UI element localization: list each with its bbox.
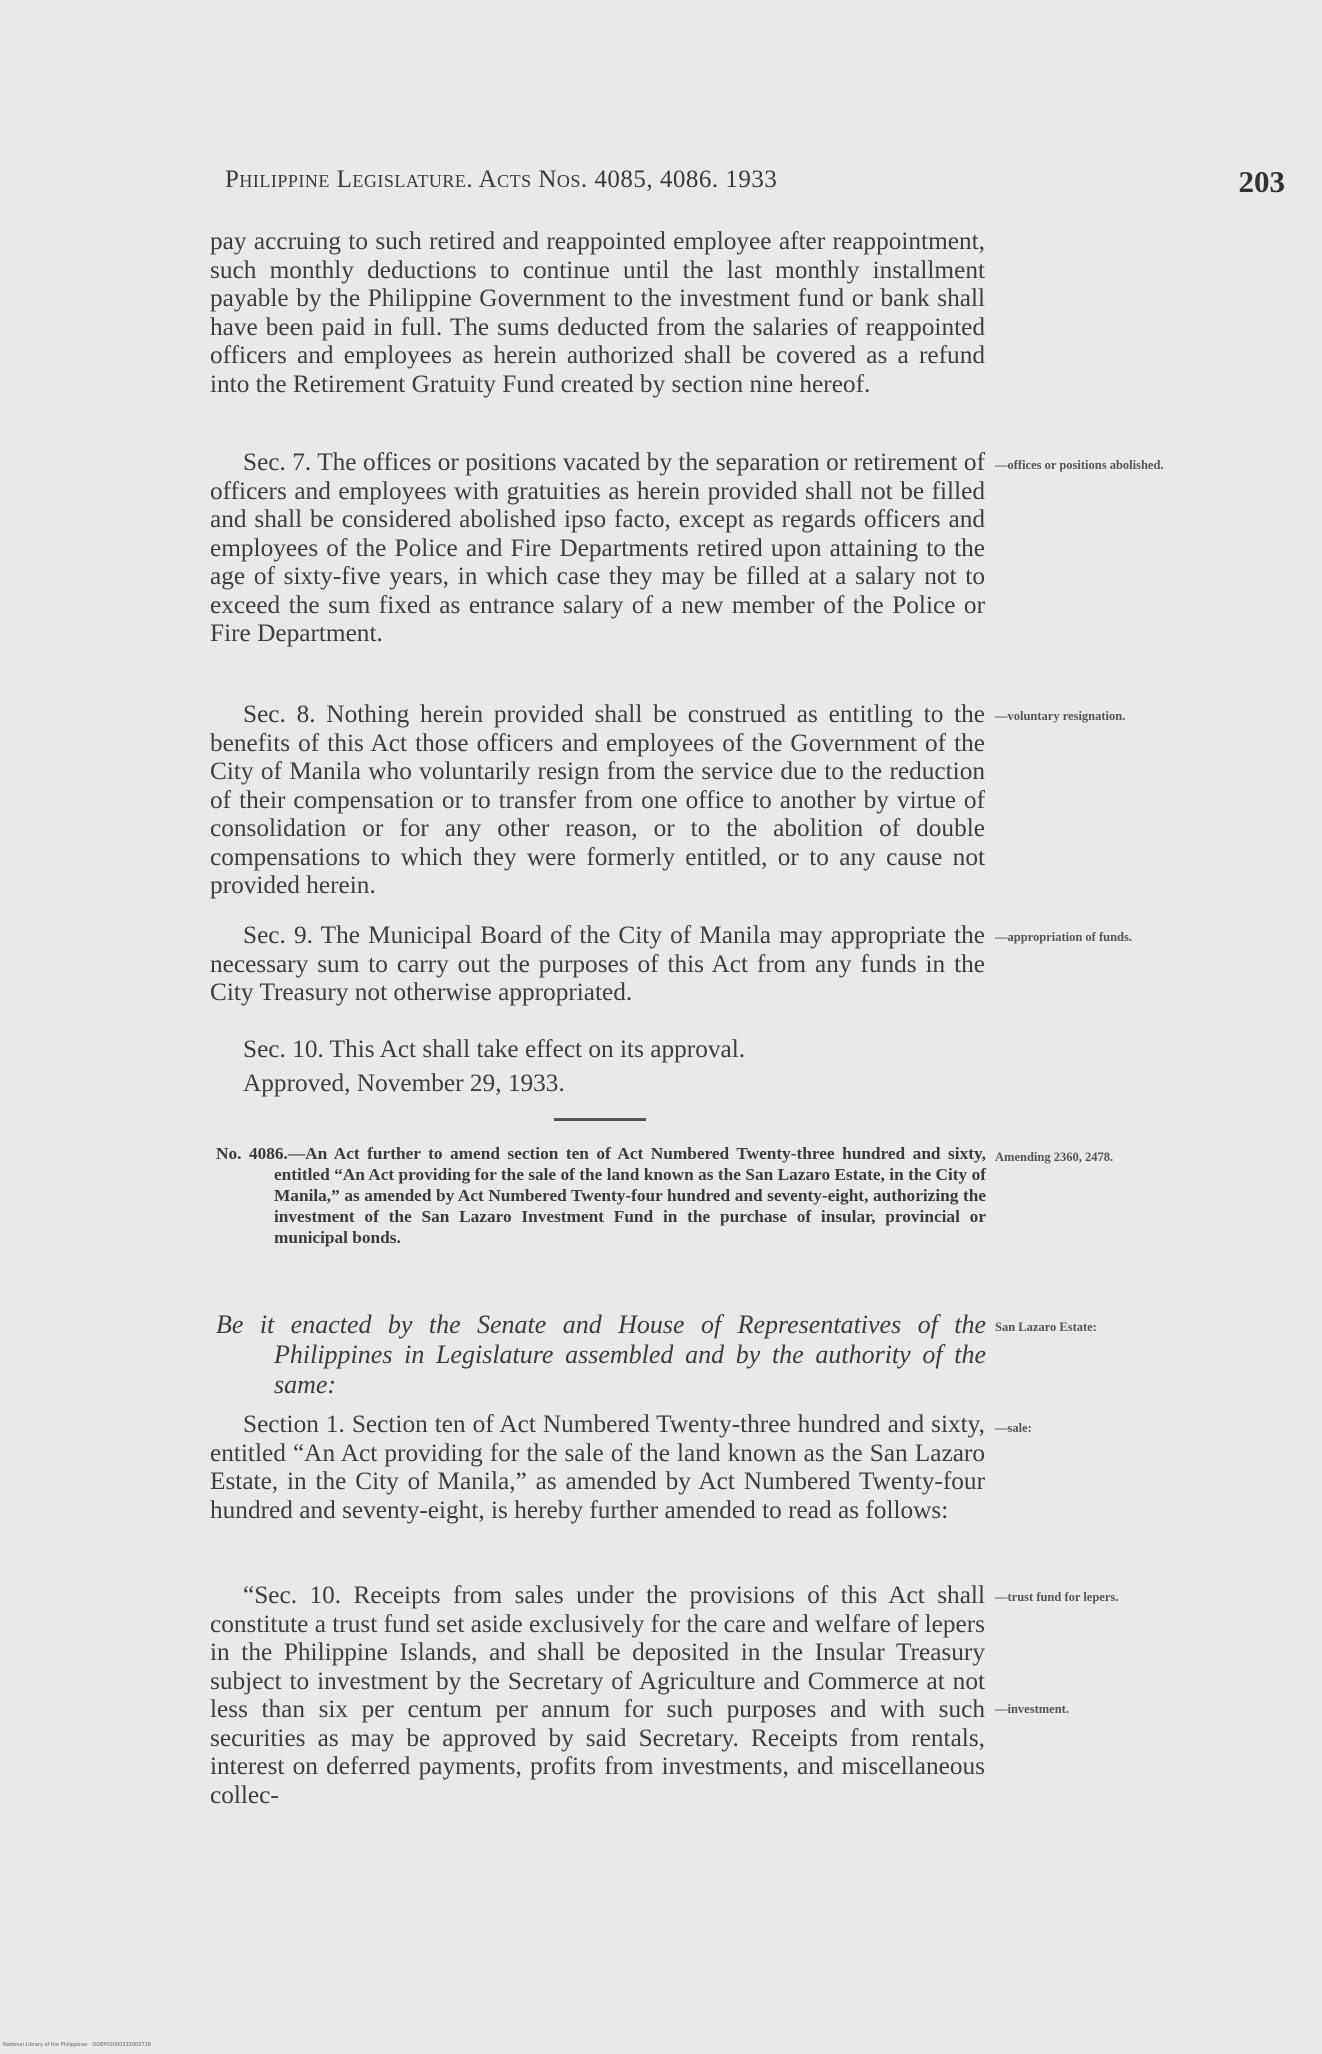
margin-note-investment: —investment. — [995, 1702, 1069, 1716]
approved-date: Approved, November 29, 1933. — [243, 1069, 565, 1097]
margin-note-appropriation: —appropriation of funds. — [995, 930, 1132, 944]
paragraph-continuation — [210, 227, 985, 398]
margin-note-san-lazaro: San Lazaro Estate: — [995, 1320, 1097, 1334]
section-1-text: Section 1. Section ten of Act Numbered Twenty-three hundred and sixty, entitled “An Act providing for the sale of the land known as the San Lazaro Estate, in the City of Manila,” as amended by Act Numbered Twenty-four hundred and seventy-eight, is hereby further amended to read as follows: — [210, 1410, 985, 1524]
section-9-text: Sec. 9. The Municipal Board of the City of Manila may appropriate the necessary sum to carry out the purposes of this Act from any funds in the City Treasury not otherwise appropriated. — [210, 921, 985, 1006]
margin-note-trust-fund: —trust fund for lepers. — [995, 1590, 1119, 1604]
section-7 — [210, 448, 985, 648]
page-header — [225, 166, 1285, 206]
enacting-clause: Be it enacted by the Senate and House of Representatives of the Philippines in Legislature assembled and by the authority of the same: — [216, 1310, 986, 1399]
section-9 — [210, 921, 985, 1007]
footer-credit: National Library of the Philippines · DOEP00000332003718 — [3, 2042, 151, 2048]
approved-line — [210, 1069, 985, 1098]
running-head: Philippine Legislature. Acts Nos. 4085, 4086. 1933 — [225, 166, 778, 193]
section-10 — [210, 1035, 985, 1064]
section-8 — [210, 700, 985, 900]
margin-note-voluntary: —voluntary resignation. — [995, 709, 1126, 723]
separator-rule — [554, 1118, 646, 1121]
section-8-text: Sec. 8. Nothing herein provided shall be construed as entitling to the benefits of this Act those officers and employees of the Government of the City of Manila who voluntarily resign from the service due to the reduction of their compensation or to transfer from one office to another by virtue of consolidation or for any other reason, or to the abolition of double compensations to which they were formerly entitled, or to any cause not provided herein. — [210, 700, 985, 899]
quoted-section-10-text: “Sec. 10. Receipts from sales under the provisions of this Act shall constitute a trust fund set aside exclusively for the care and welfare of lepers in the Philippine Islands, and shall be deposited in the Insular Treasury subject to investment by the Secretary of Agriculture and Commerce at not less than six per centum per annum for such purposes and with such securities as may be approved by said Secretary. Receipts from rentals, interest on deferred payments, profits from investments, and miscellaneous collec- — [210, 1581, 985, 1809]
section-10-text: Sec. 10. This Act shall take effect on its approval. — [243, 1035, 746, 1063]
margin-note-sale: —sale: — [995, 1421, 1032, 1435]
section-7-text: Sec. 7. The offices or positions vacated by the separation or retirement of officers and employees with gratuities as herein provided shall not be filled and shall be considered abolished ipso facto, except as regards officers and employees of the Police and Fire Departments retired upon attaining to the age of sixty-five years, in which case they may be filled at a salary not to exceed the sum fixed as entrance salary of a new member of the Police or Fire Department. — [210, 448, 985, 647]
paragraph-text: pay accruing to such retired and reappointed employee after reappointment, such monthly deductions to continue until the last monthly installment payable by the Philippine Government to the investment fund or bank shall have been paid in full. The sums deducted from the salaries of reappointed officers and employees as herein authorized shall be covered as a refund into the Retirement Gratuity Fund created by section nine hereof. — [210, 227, 985, 398]
page-number: 203 — [1238, 164, 1285, 199]
quoted-section-10 — [210, 1581, 985, 1809]
act-summary: No. 4086.—An Act further to amend section ten of Act Numbered Twenty-three hundred and sixty, entitled “An Act providing for the sale of the land known as the San Lazaro Estate, in the City of Manila,” as amended by Act Numbered Twenty-four hundred and seventy-eight, authorizing the investment of the San Lazaro Investment Fund in the purchase of insular, provincial or municipal bonds. — [216, 1144, 986, 1247]
margin-note-offices: —offices or positions abolished. — [995, 458, 1164, 472]
section-1 — [210, 1410, 985, 1524]
margin-note-amending: Amending 2360, 2478. — [995, 1150, 1114, 1164]
